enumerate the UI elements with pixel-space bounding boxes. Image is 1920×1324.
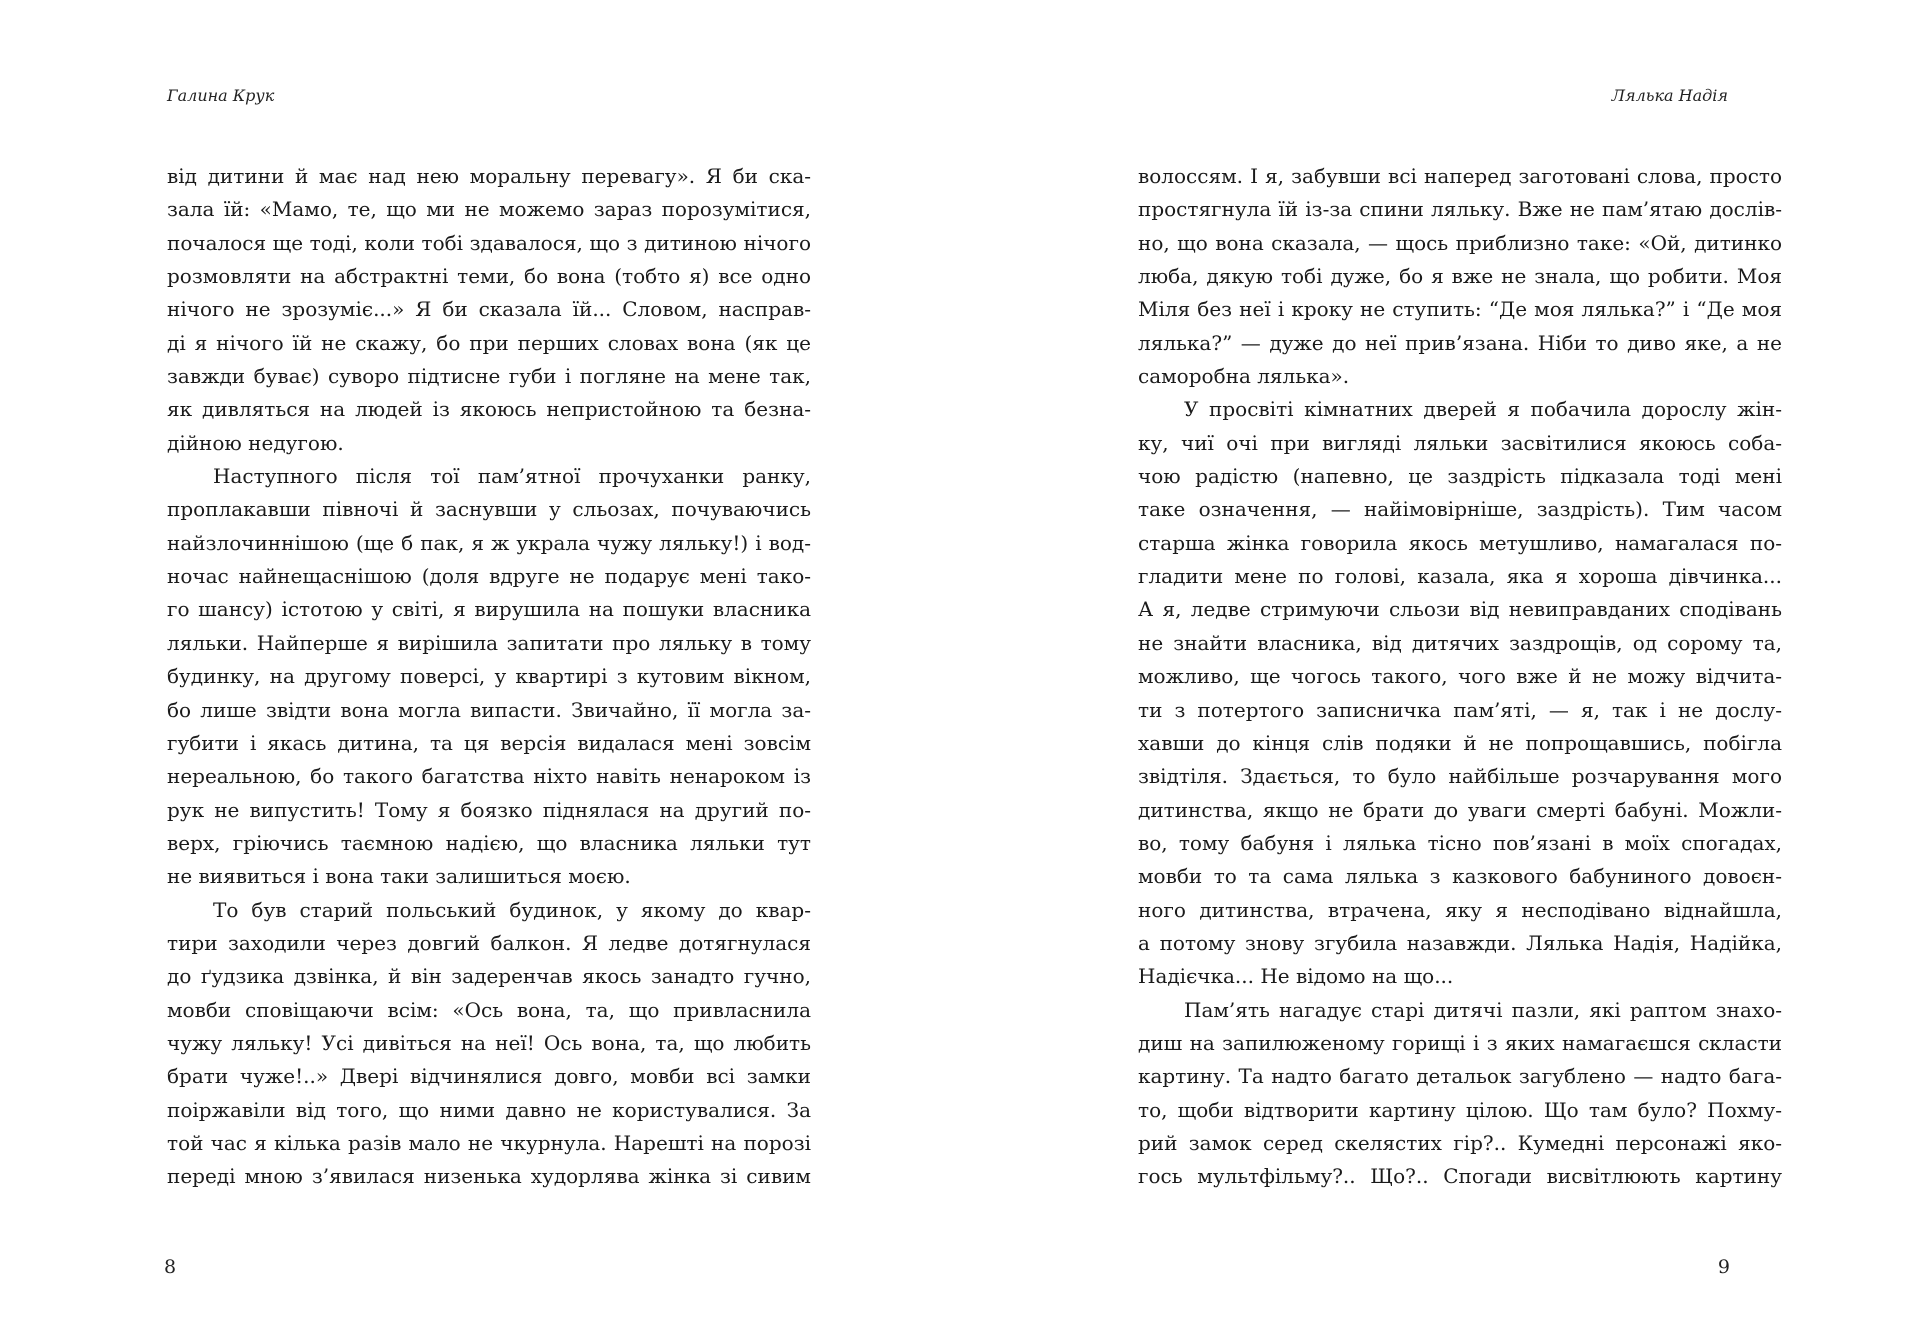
- text-line: почалося ще тоді, коли тобі здавалося, що з дитиною нічого: [167, 230, 811, 255]
- text-line: У просвіті кімнатних дверей я побачила дорослу жін-: [1184, 397, 1782, 422]
- text-line: Пам’ять нагадує старі дитячі пазли, які раптом знахо-: [1184, 997, 1782, 1022]
- text-line: ного дитинства, втрачена, яку я несподівано віднайшла,: [1138, 897, 1782, 922]
- text-line: ночас найнещаснішою (доля вдруге не подарує мені тако-: [167, 564, 811, 589]
- text-line: проплакавши півночі й заснувши у сльозах, почуваючись: [167, 497, 811, 522]
- text-line: то, щоби відтворити картину цілою. Що там було? Похму-: [1138, 1097, 1782, 1122]
- text-line: ку, чиї очі при вигляді ляльки засвітилися якоюсь соба-: [1138, 430, 1782, 455]
- text-line: губити і якась дитина, та ця версія видалася мені зовсім: [167, 730, 811, 755]
- text-line: таке означення, — найімовірніше, заздрість). Тим часом: [1138, 497, 1782, 522]
- text-line: від дитини й має над нею моральну перевагу». Я би ска-: [167, 164, 811, 188]
- page-number-right: 9: [1717, 1256, 1730, 1278]
- text-line: Надієчка... Не відомо на що...: [1138, 964, 1454, 989]
- text-line: ти з потертого записничка пам’яті, — я, так і не дослу-: [1138, 697, 1782, 722]
- text-line: можливо, ще чогось такого, чого вже й не можу відчита-: [1138, 664, 1782, 689]
- text-line: чою радістю (напевно, це заздрість підказала тоді мені: [1138, 464, 1782, 489]
- body-text-right: [1138, 160, 1782, 1194]
- text-line: А я, ледве стримуючи сльози від невиправданих сподівань: [1138, 597, 1782, 622]
- text-line: нічого не зрозуміє...» Я би сказала їй... Словом, насправ-: [167, 297, 811, 322]
- text-line: волоссям. І я, забувши всі наперед заготовані слова, просто: [1138, 164, 1782, 188]
- text-line: Міля без неї і кроку не ступить: “Де моя лялька?” і “Де моя: [1138, 297, 1782, 322]
- text-line: гось мультфільму?.. Що?.. Спогади висвітлюють картину: [1138, 1164, 1782, 1189]
- text-line: мовби сповіщаючи всім: «Ось вона, та, що привласнила: [167, 997, 811, 1022]
- text-line: як дивляться на людей із якоюсь непристойною та безна-: [167, 397, 811, 422]
- text-line: ді я нічого їй не скажу, бо при перших словах вона (як це: [167, 330, 811, 355]
- text-line: мовби то та сама лялька з казкового бабуниного довоєн-: [1138, 864, 1782, 889]
- text-line: розмовляти на абстрактні теми, бо вона (тобто я) все одно: [167, 264, 811, 289]
- text-line: саморобна лялька».: [1138, 364, 1350, 389]
- right-page: [960, 0, 1920, 1324]
- text-line: брати чуже!..» Двері відчинялися довго, мовби всі замки: [167, 1064, 811, 1089]
- text-line: чужу ляльку! Усі дивіться на неї! Ось вона, та, що любить: [167, 1030, 811, 1055]
- text-line: звідтіля. Здається, то було найбільше розчарування мого: [1138, 764, 1782, 789]
- text-line: рук не випустить! Тому я боязко піднялася на другий по-: [167, 797, 811, 822]
- text-line: люба, дякую тобі дуже, бо я вже не знала, що робити. Моя: [1138, 264, 1782, 289]
- text-line: картину. Та надто багато детальок загублено — надто бага-: [1138, 1064, 1782, 1089]
- text-line: диш на запилюженому горищі і з яких намагаєшся скласти: [1138, 1030, 1782, 1055]
- text-line: поіржавіли від того, що ними давно не користувалися. За: [167, 1097, 811, 1122]
- text-line: простягнула їй із-за спини ляльку. Вже не пам’ятаю дослів-: [1138, 197, 1782, 222]
- running-head-author: Галина Крук: [167, 86, 275, 105]
- text-line: не знайти власника, від дитячих заздрощів, од сорому та,: [1138, 630, 1782, 655]
- text-line: до ґудзика дзвінка, й він задеренчав якось занадто гучно,: [167, 964, 811, 989]
- text-line: найзлочиннішою (ще б пак, я ж украла чужу ляльку!) і вод-: [167, 530, 811, 555]
- running-head-title: Лялька Надія: [1611, 86, 1728, 105]
- body-text-left: [167, 160, 811, 1194]
- text-line: старша жінка говорила якось метушливо, намагалася по-: [1138, 530, 1782, 555]
- text-line: тири заходили через довгий балкон. Я ледве дотягнулася: [167, 930, 811, 955]
- text-line: гладити мене по голові, казала, яка я хороша дівчинка...: [1138, 564, 1782, 589]
- text-line: переді мною з’явилася низенька худорлява жінка зі сивим: [167, 1164, 811, 1189]
- text-line: будинку, на другому поверсі, у квартирі з кутовим вікном,: [167, 664, 811, 689]
- page-number-left: 8: [164, 1256, 177, 1278]
- text-line: во, тому бабуня і лялька тісно пов’язані в моїх спогадах,: [1138, 830, 1782, 855]
- text-line: дитинства, якщо не брати до уваги смерті бабуні. Можли-: [1138, 797, 1782, 822]
- text-line: ляльки. Найперше я вирішила запитати про ляльку в тому: [167, 630, 811, 655]
- text-line: завжди буває) суворо підтисне губи і погляне на мене так,: [167, 364, 811, 389]
- text-line: бо лише звідти вона могла випасти. Звичайно, її могла за-: [167, 697, 811, 722]
- text-line: но, що вона сказала, — щось приблизно таке: «Ой, дитинко: [1138, 230, 1782, 255]
- text-line: дійною недугою.: [167, 430, 344, 455]
- text-line: нереальною, бо такого багатства ніхто навіть ненароком із: [167, 764, 811, 789]
- text-line: а потому знову згубила назавжди. Лялька Надія, Надійка,: [1138, 930, 1782, 955]
- text-line: го шансу) істотою у світі, я вирушила на пошуки власника: [167, 597, 811, 622]
- text-line: зала їй: «Мамо, те, що ми не можемо зараз порозумітися,: [167, 197, 811, 222]
- text-line: Наступного після тої пам’ятної прочуханки ранку,: [213, 464, 811, 489]
- text-line: рий замок серед скелястих гір?.. Кумедні персонажі яко-: [1138, 1130, 1782, 1155]
- text-line: лялька?” — дуже до неї прив’язана. Ніби то диво яке, а не: [1138, 330, 1782, 355]
- text-line: хавши до кінця слів подяки й не попрощавшись, побігла: [1138, 730, 1782, 755]
- text-line: То був старий польський будинок, у якому до квар-: [213, 897, 811, 922]
- text-line: той час я кілька разів мало не чкурнула. Нарешті на порозі: [167, 1130, 811, 1155]
- text-line: не виявиться і вона таки залишиться моєю.: [167, 864, 631, 889]
- text-line: верх, гріючись таємною надією, що власника ляльки тут: [167, 830, 811, 855]
